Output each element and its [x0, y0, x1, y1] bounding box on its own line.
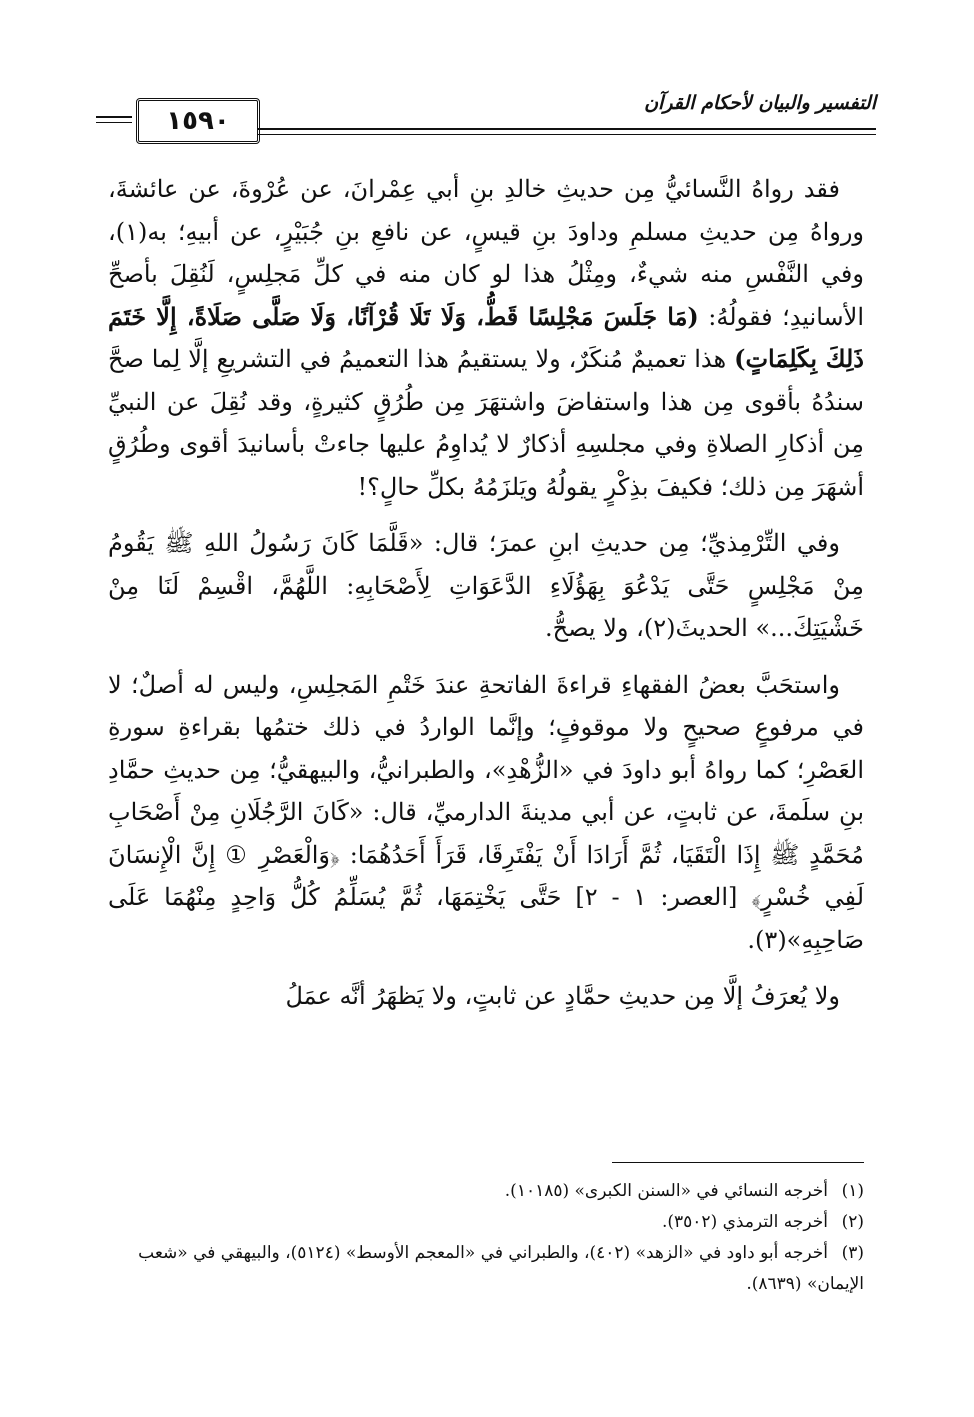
header-rule-thin	[258, 134, 876, 135]
header-rule	[258, 128, 876, 130]
header-rule-left-thin	[96, 122, 132, 123]
paragraph-1-text: فقد رواهُ النَّسائيُّ مِن حديثِ خالدِ بنِ أبي عِمْرانَ، عن عُرْوةَ، عن عائشةَ، ورواهُ مِن حديثِ مسلمِ وداودَ بنِ قيسٍ، عن نافعِ بنِ جُبَيْرٍ، عن أبيهِ؛ به(١)، وفي النَّفْسِ منه شيءٌ، ومِثْلُ هذا لو كان منه في كلِّ مَجلِسٍ، لَنُقِلَ بأصحِّ الأسانيدِ؛ فقولُهُ:	[108, 175, 864, 331]
page-number: ١٥٩٠	[136, 98, 260, 144]
footnote-text: أخرجه النسائي في «السنن الكبرى» (١٠١٨٥).	[504, 1181, 828, 1201]
header-rule-left	[96, 116, 132, 118]
footnote-number: (٢)	[841, 1212, 864, 1232]
hadith-quote-bold: (مَا جَلَسَ مَجْلِسًا قَطُّ، وَلَا تَلَا قُرْآنًا، وَلَا صَلَّى صَلَاةً، إِلَّا خَتَمَ ذَلِكَ بِكَلِمَاتٍ)	[108, 301, 864, 373]
paragraph-1-tail: هذا تعميمٌ مُنكَرٌ، ولا يستقيمُ هذا التعميمُ في التشريعِ إلَّا لِما صحَّ سندُهُ بأقوى مِن هذا واستفاضَ واشتهَرَ مِن طُرُقٍ كثيرةٍ، وقد نُقِلَ عن النبيِّ مِن أذكارِ الصلاةِ وفي مجلسِهِ أذكارٌ لا يُداوِمُ عليها جاءتْ بأسانيدَ أقوى وطُرُقٍ أشهَرَ مِن ذلك؛ فكيفَ بذِكْرٍ يقولُهُ ويَلزَمُهُ بكلِّ حالٍ؟!	[108, 345, 864, 501]
footnote-3	[108, 1238, 864, 1300]
footnote-2	[108, 1207, 864, 1238]
paragraph-1	[108, 168, 864, 508]
footnote-text: أخرجه الترمذي (٣٥٠٢).	[661, 1212, 828, 1232]
footnote-number: (٣)	[841, 1243, 864, 1263]
footnote-divider	[612, 1162, 864, 1163]
footnotes	[108, 1176, 864, 1300]
paragraph-3: واستحَبَّ بعضُ الفقهاءِ قراءةَ الفاتحةِ عندَ خَتْمِ المَجلِسِ، وليس له أصلٌ؛ لا في مرفوعٍ صحيحٍ ولا موقوفٍ؛ وإنَّما الواردُ في ذلك ختمُها بقراءةِ سورةِ العَصْرِ؛ كما رواهُ أبو داودَ في «الزُّهْدِ»، والطبرانيُّ، والبيهقيُّ؛ مِن حديثِ حمَّادِ بنِ سلَمةَ، عن ثابتٍ، عن أبي مدينةَ الدارميِّ، قال: «كَانَ الرَّجُلَانِ مِنْ أَصْحَابِ مُحَمَّدٍ ﷺ إِذَا الْتَقَيَا، ثُمَّ أَرَادَا أَنْ يَفْتَرِقَا، قَرَأَ أَحَدُهُمَا: ﴿وَالْعَصْرِ ① إِنَّ الْإِنسَانَ لَفِي خُسْرٍ﴾ [العصر: ١ - ٢] حَتَّى يَخْتِمَهَا، ثُمَّ يُسَلِّمُ كُلُّ وَاحِدٍ مِنْهُمَا عَلَى صَاحِبِهِ»(٣).	[108, 670, 865, 954]
paragraph-4: ولا يُعرَفُ إلَّا مِن حديثِ حمَّادٍ عن ثابتٍ، ولا يَظهَرُ أنَّه عمَلُ	[285, 982, 840, 1010]
main-text	[108, 168, 864, 1032]
paragraph-2: وفي التِّرْمِذيِّ؛ مِن حديثِ ابنِ عمرَ؛ قال: «قَلَّمَا كَانَ رَسُولُ اللهِ ﷺ يَقُومُ مِنْ مَجْلِسٍ حَتَّى يَدْعُوَ بِهَؤُلَاءِ الدَّعَوَاتِ لِأَصْحَابِهِ: اللَّهُمَّ، اقْسِمْ لَنَا مِنْ خَشْيَتِكَ...» الحديثَ(٢)، ولا يصحُّ.	[108, 529, 865, 642]
page-header	[96, 92, 876, 152]
footnote-text: أخرجه أبو داود في «الزهد» (٤٠٢)، والطبراني في «المعجم الأوسط» (٥١٢٤)، والبيهقي في «شعب الإيمان» (٨٦٣٩).	[138, 1243, 864, 1294]
book-title: التفسير والبيان لأحكام القرآن	[644, 92, 876, 114]
footnote-number: (١)	[841, 1181, 864, 1201]
footnote-1	[108, 1176, 864, 1207]
